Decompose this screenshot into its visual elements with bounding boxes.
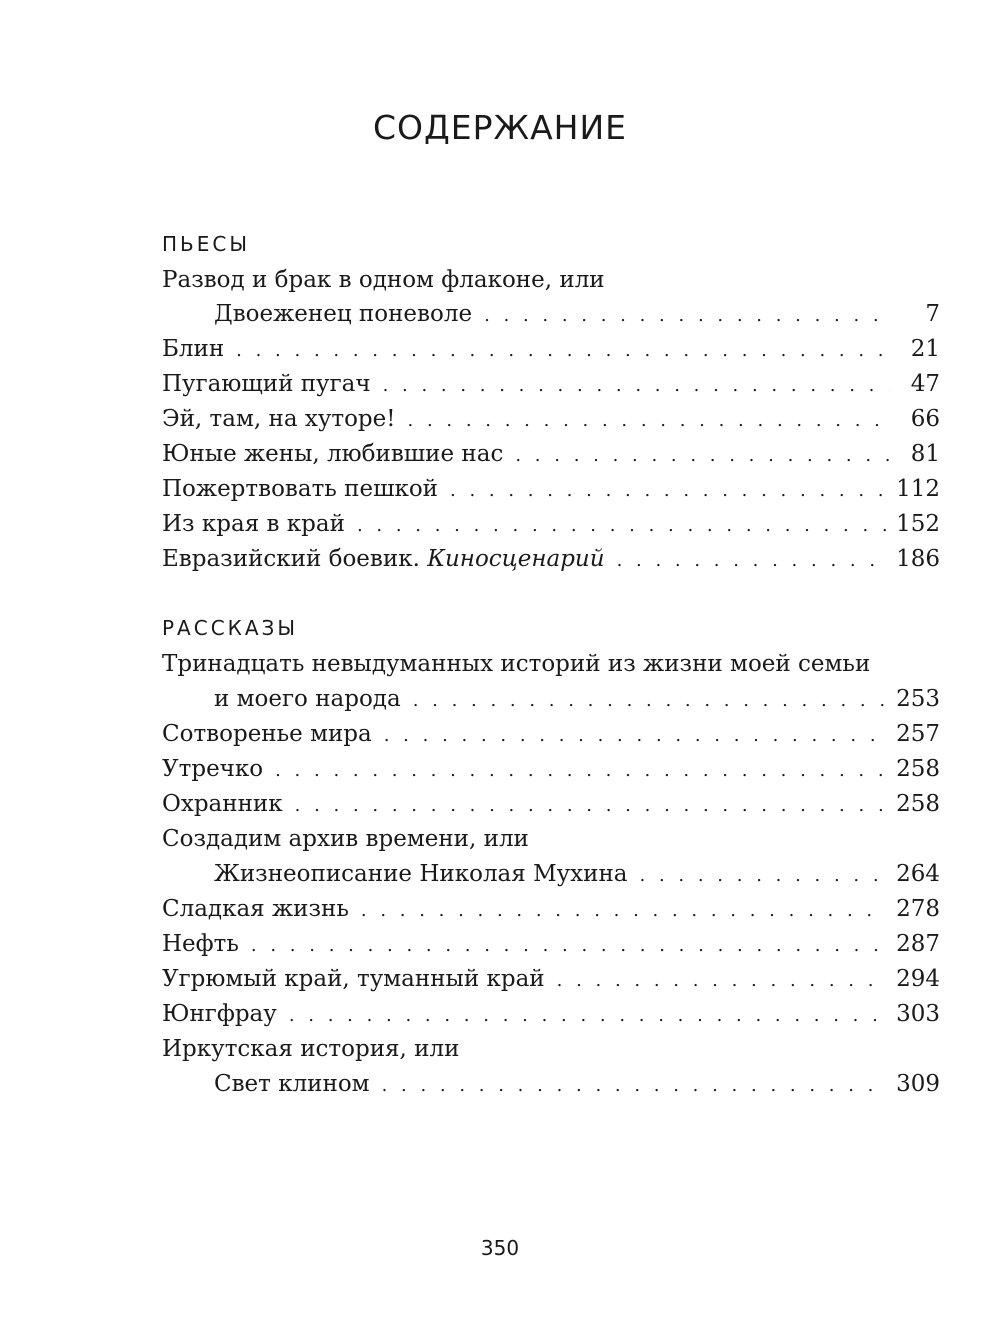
dot-leader: [285, 1000, 886, 1032]
toc-entry-line: [162, 1033, 940, 1065]
toc-entry[interactable]: [162, 403, 940, 435]
toc-page-number: 186: [896, 546, 940, 572]
dot-leader: [232, 335, 890, 367]
toc-entry-title: Юнгфрау: [162, 1001, 277, 1027]
toc-page-number: 253: [896, 686, 940, 712]
toc-entry-title: Пожертвовать пешкой: [162, 476, 439, 502]
toc-entry-line: [162, 264, 940, 296]
toc-page-number: 66: [910, 406, 940, 432]
dot-leader: [379, 370, 890, 402]
toc-entry-title: Создадим архив времени, или: [162, 826, 529, 852]
toc-entry-title: Сотворенье мира: [162, 721, 372, 747]
toc-page-number: 257: [896, 721, 940, 747]
toc-entry-subtitle: Киносценарий: [427, 546, 605, 572]
dot-leader: [553, 965, 886, 997]
toc-entry[interactable]: [162, 998, 940, 1030]
dot-leader: [404, 405, 890, 437]
dot-leader: [446, 475, 886, 507]
toc-page-number: 152: [896, 511, 940, 537]
toc-entry-title: Жизнеописание Николая Мухина: [214, 861, 628, 887]
dot-leader: [271, 755, 886, 787]
toc-entry-title: Нефть: [162, 931, 239, 957]
toc-page-number: 294: [896, 966, 940, 992]
toc-entry-title: Охранник: [162, 791, 283, 817]
section-heading-stories: РАССКАЗЫ: [162, 616, 299, 640]
toc-entry[interactable]: [214, 298, 940, 330]
toc-entry[interactable]: [162, 368, 940, 400]
dot-leader: [613, 545, 887, 577]
toc-entry[interactable]: [162, 543, 940, 575]
toc-entry[interactable]: [162, 893, 940, 925]
dot-leader: [511, 440, 890, 472]
toc-entry-line: [162, 648, 940, 680]
toc-page-number: 303: [896, 1001, 940, 1027]
toc-entry-title: Блин: [162, 336, 225, 362]
dot-leader: [357, 895, 886, 927]
toc-page-number: 258: [896, 756, 940, 782]
toc-entry[interactable]: [162, 718, 940, 750]
toc-page-number: 47: [910, 371, 940, 397]
toc-entry[interactable]: [162, 333, 940, 365]
page-title: СОДЕРЖАНИЕ: [372, 108, 628, 147]
toc-entry-title: Двоеженец поневоле: [214, 301, 473, 327]
dot-leader: [636, 860, 887, 892]
toc-entry-title: и моего народа: [214, 686, 401, 712]
section-heading-plays: ПЬЕСЫ: [162, 232, 251, 256]
footer-page-number: 350: [480, 1236, 520, 1260]
toc-entry-line: [162, 823, 940, 855]
toc-page-number: 7: [925, 301, 940, 327]
toc-entry-title: Юные жены, любившие нас: [162, 441, 504, 467]
toc-entry-title: Из края в край: [162, 511, 345, 537]
toc-entry[interactable]: [214, 683, 940, 715]
toc-entry-title: Тринадцать невыдуманных историй из жизни моей семьи: [162, 651, 871, 677]
toc-entry-title: Утречко: [162, 756, 264, 782]
toc-entry-title: Эй, там, на хуторе!: [162, 406, 396, 432]
toc-page-number: 287: [896, 931, 940, 957]
dot-leader: [480, 300, 890, 332]
toc-entry[interactable]: [162, 928, 940, 960]
toc-entry[interactable]: [162, 963, 940, 995]
toc-entry-title: [162, 543, 613, 575]
toc-entry[interactable]: [162, 753, 940, 785]
toc-entry[interactable]: [162, 508, 940, 540]
dot-leader: [380, 720, 886, 752]
toc-entry-title: Развод и брак в одном флаконе, или: [162, 267, 605, 293]
toc-page-number: 81: [910, 441, 940, 467]
toc-entry-title: Угрюмый край, туманный край: [162, 966, 545, 992]
toc-page-number: 112: [896, 476, 940, 502]
toc-entry-title-main: Евразийский боевик.: [162, 546, 420, 572]
toc-entry[interactable]: [162, 438, 940, 470]
toc-entry-title: Сладкая жизнь: [162, 896, 349, 922]
toc-entry[interactable]: [162, 788, 940, 820]
toc-page-number: 21: [910, 336, 940, 362]
toc-page-number: 309: [896, 1071, 940, 1097]
toc-entry-title: Пугающий пугач: [162, 371, 371, 397]
dot-leader: [353, 510, 886, 542]
toc-entry[interactable]: [162, 473, 940, 505]
toc-page-number: 258: [896, 791, 940, 817]
dot-leader: [378, 1070, 887, 1102]
dot-leader: [409, 685, 886, 717]
toc-entry[interactable]: [214, 1068, 940, 1100]
dot-leader: [247, 930, 886, 962]
toc-entry-title: Свет клином: [214, 1071, 370, 1097]
toc-page-number: 278: [896, 896, 940, 922]
dot-leader: [291, 790, 886, 822]
toc-entry[interactable]: [214, 858, 940, 890]
toc-entry-title: Иркутская история, или: [162, 1036, 460, 1062]
toc-page-number: 264: [896, 861, 940, 887]
